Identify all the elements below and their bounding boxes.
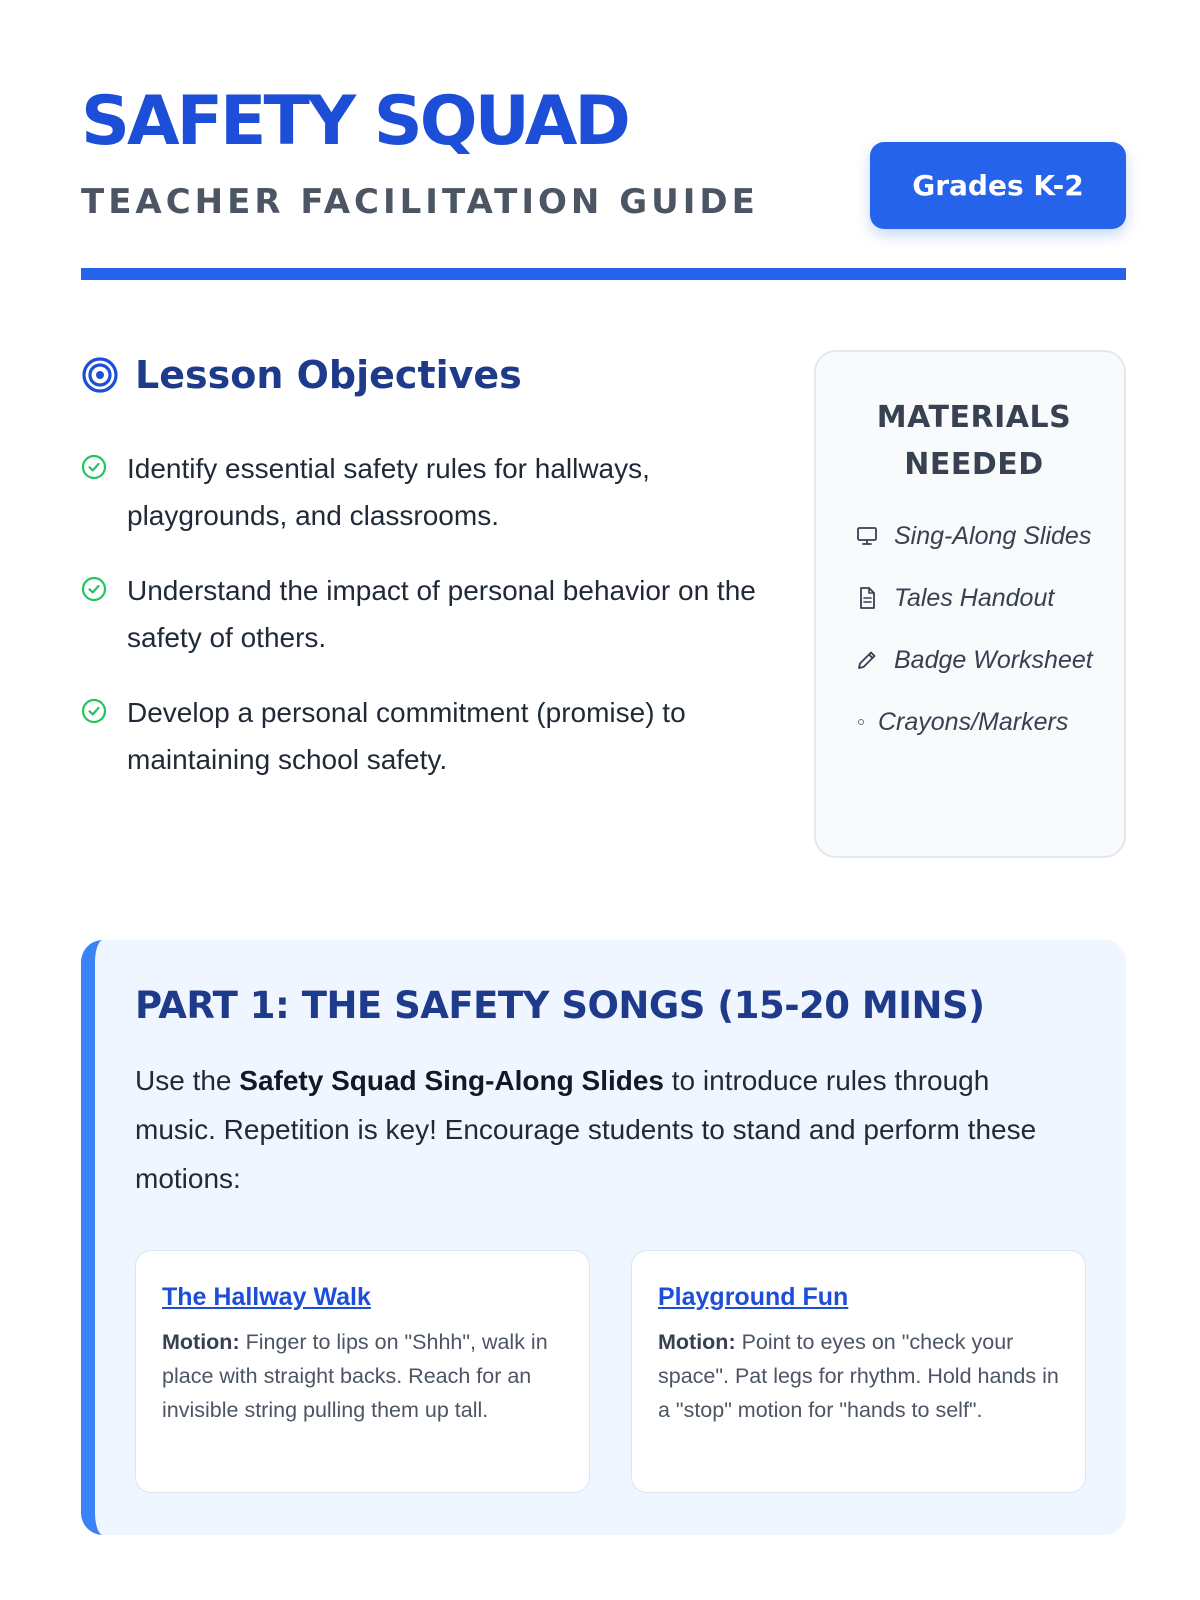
intro-text: to introduce rules through music. Repetition is key! Encourage students to stand and perform these motions: [135,1065,1037,1194]
header-divider [81,268,1126,280]
card-body [658,1325,1059,1427]
bullet-dot-icon [858,719,864,725]
objective-text: Understand the impact of personal behavior on the safety of others. [127,575,756,653]
materials-title: MATERIALS NEEDED [876,400,1072,482]
motion-card-hallway [135,1250,590,1493]
objective-item [81,567,761,661]
material-label: Crayons/Markers [878,708,1069,736]
card-title-link[interactable]: The Hallway Walk [162,1283,371,1311]
objectives-heading [81,350,761,400]
part1-intro [135,1056,1065,1203]
pencil-icon [854,647,880,673]
motion-label: Motion: [658,1330,736,1354]
intro-bold-text: Safety Squad Sing-Along Slides [239,1065,664,1096]
objective-text: Identify essential safety rules for hallways, playgrounds, and classrooms. [127,453,650,531]
objective-item [81,445,761,539]
objective-item [81,689,761,783]
part1-title: PART 1: THE SAFETY SONGS (15-20 MINS) [135,984,985,1027]
grade-level-badge: Grades K-2 [870,142,1126,229]
page-header [81,80,1126,280]
objectives-list [81,445,761,783]
motion-text: Point to eyes on "check your space". Pat legs for rhythm. Hold hands in a "stop" motion for "hands to self". [658,1330,1059,1422]
motion-label: Motion: [162,1330,240,1354]
motion-card-playground [631,1250,1086,1493]
material-item [854,578,1094,618]
material-item [854,640,1094,680]
objective-text: Develop a personal commitment (promise) to maintaining school safety. [127,697,686,775]
document-title: SAFETY SQUAD [81,82,628,161]
document-icon [854,585,880,611]
material-item [854,702,1094,742]
materials-card [814,350,1126,858]
part1-panel [81,940,1126,1535]
lesson-objectives-section [81,350,761,811]
material-item [854,516,1094,556]
check-circle-icon [81,576,107,602]
check-circle-icon [81,454,107,480]
presentation-icon [854,523,880,549]
check-circle-icon [81,698,107,724]
document-subtitle: TEACHER FACILITATION GUIDE [81,182,759,222]
material-label: Tales Handout [894,584,1055,612]
material-label: Sing-Along Slides [894,522,1092,550]
target-icon [81,356,119,394]
objectives-title: Lesson Objectives [135,353,522,397]
motion-cards [135,1250,1086,1493]
card-body [162,1325,563,1427]
intro-text: Use the [135,1065,240,1096]
card-title-link[interactable]: Playground Fun [658,1283,849,1311]
materials-list [854,516,1094,742]
material-label: Badge Worksheet [894,646,1093,674]
motion-text: Finger to lips on "Shhh", walk in place with straight backs. Reach for an invisible string pulling them up tall. [162,1330,548,1422]
